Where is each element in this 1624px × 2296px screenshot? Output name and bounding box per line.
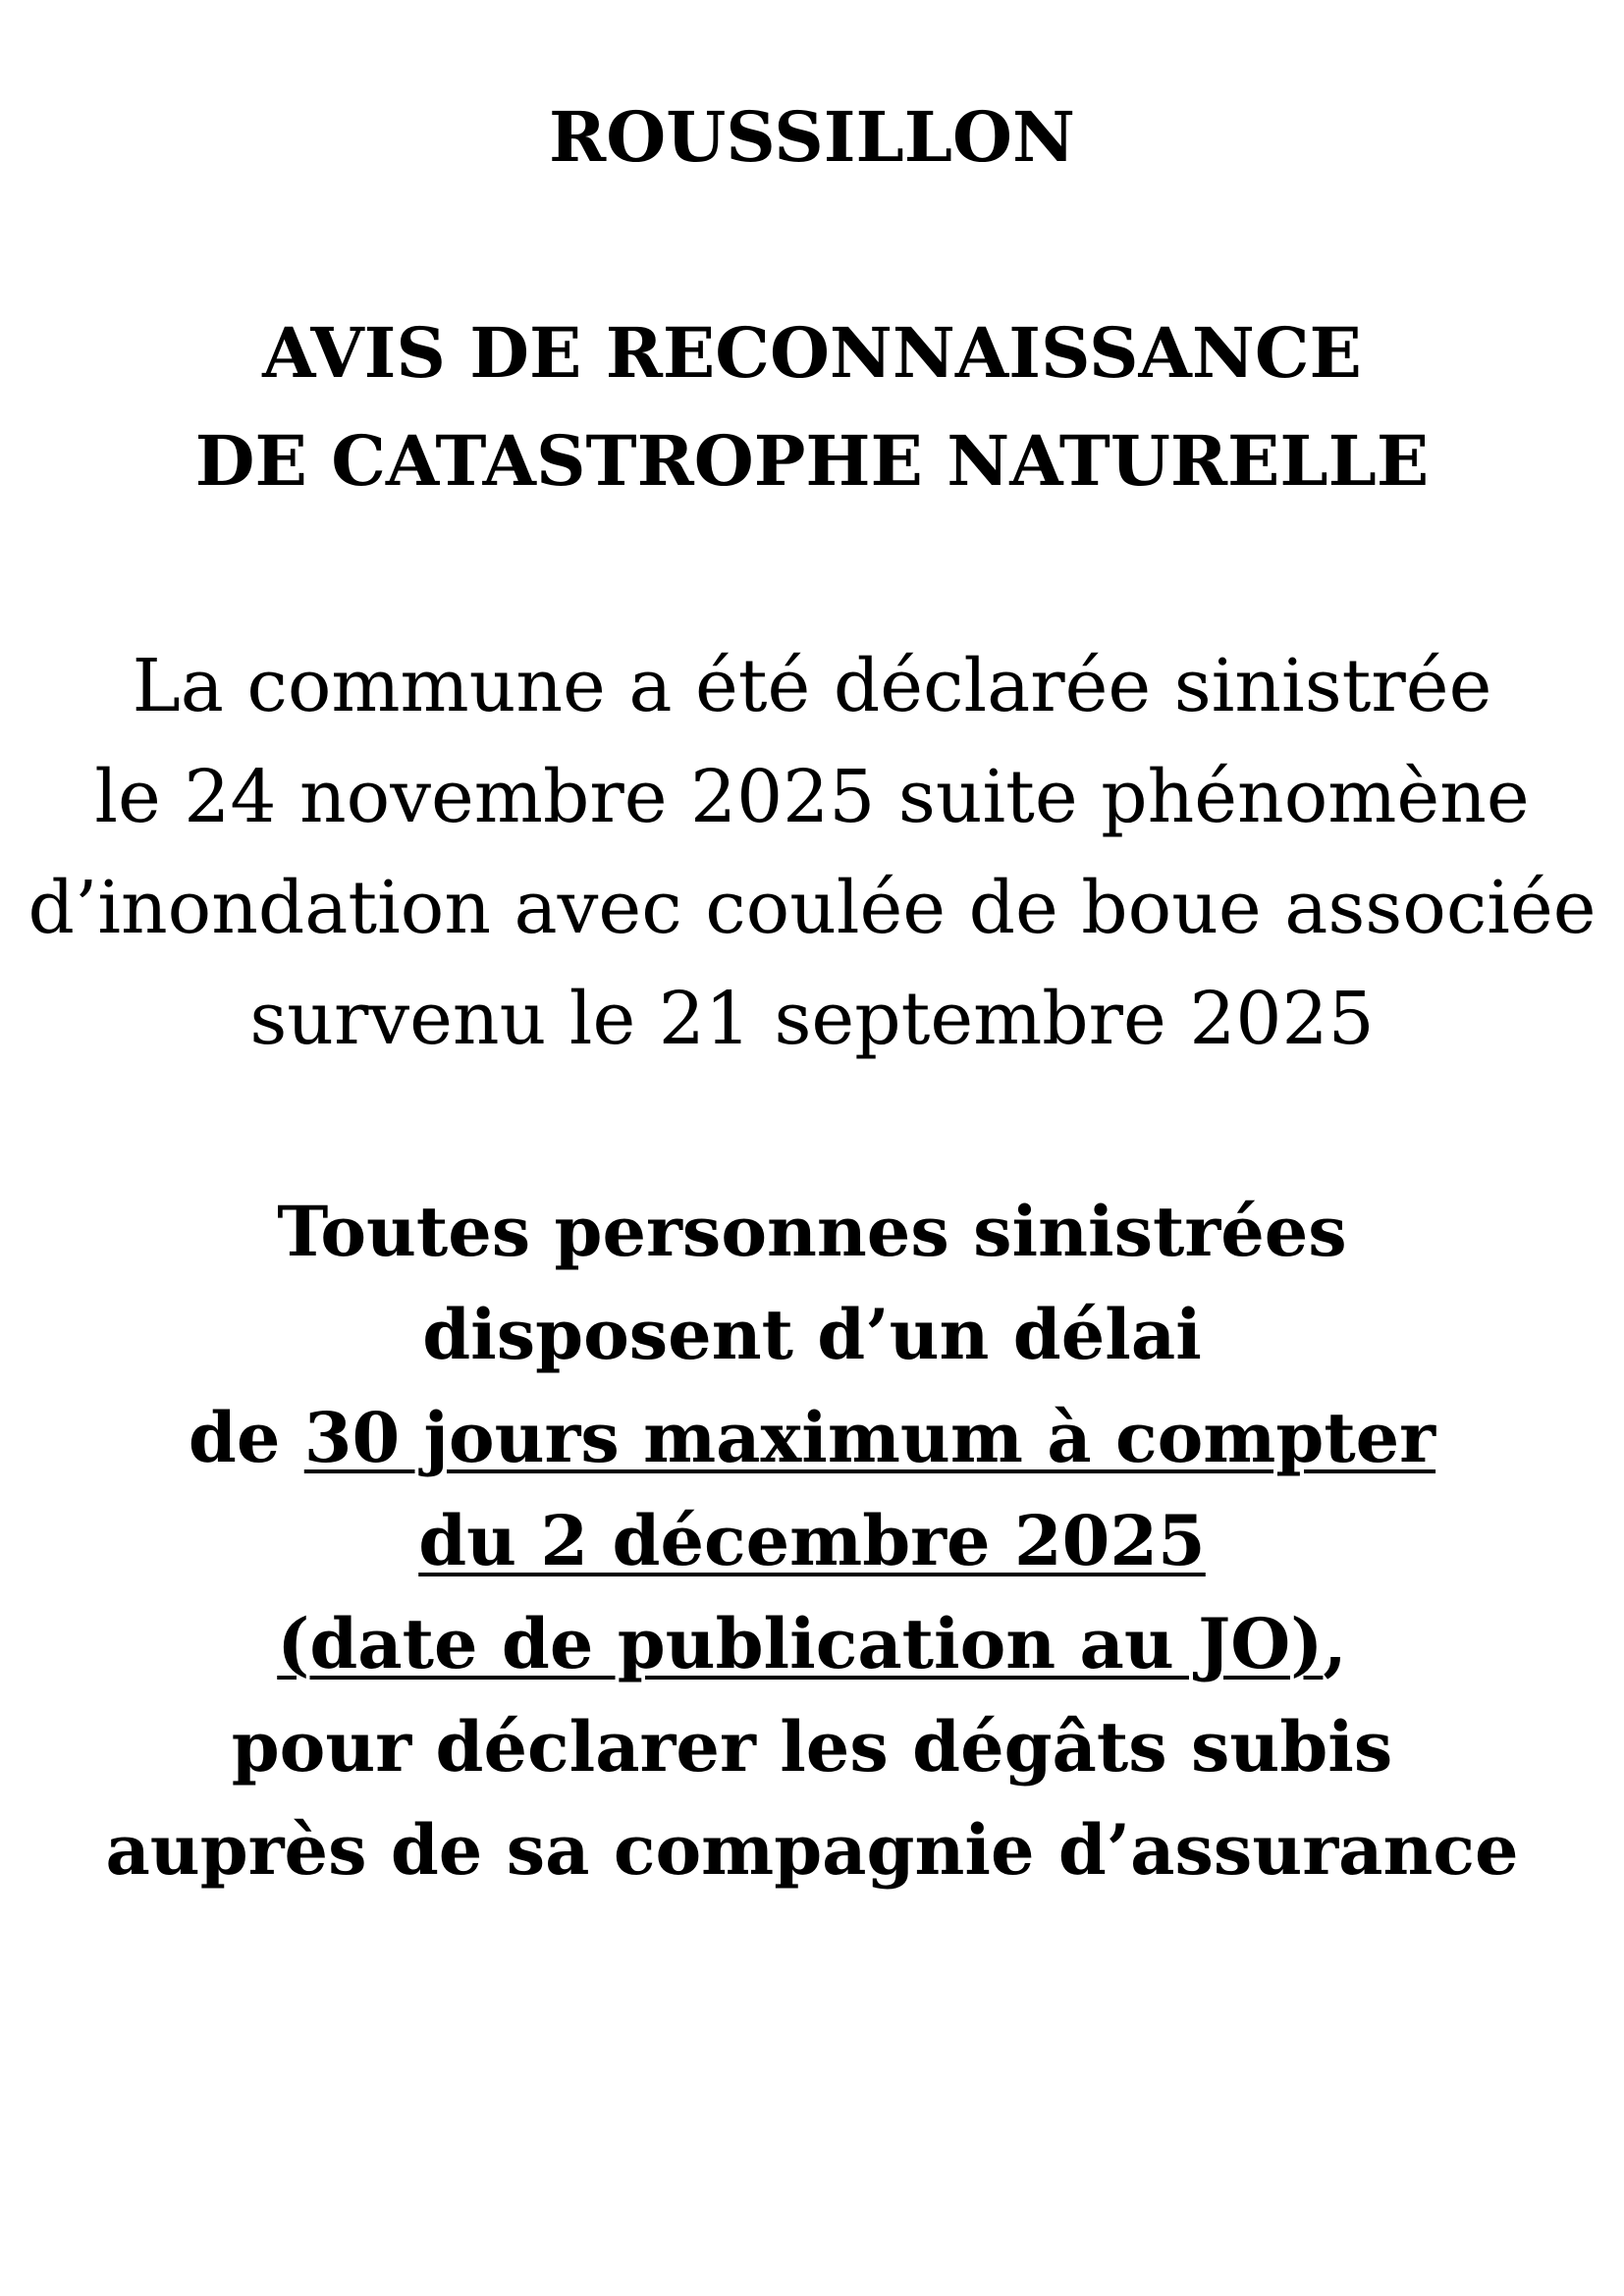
notice-deadline-duration: 30 jours maximum à compter: [303, 1397, 1436, 1478]
notice-start-date: du 2 décembre 2025: [418, 1500, 1206, 1581]
notice-line-1: Toutes personnes sinistrées: [277, 1191, 1347, 1272]
notice-line-4: [0, 1500, 1624, 1581]
notice-line-5: [0, 1603, 1624, 1684]
title-line-2: DE CATASTROPHE NATURELLE: [194, 420, 1430, 502]
body-line-1: La commune a été déclarée sinistrée: [132, 644, 1492, 728]
notice-publication-note: (date de publication au JO): [277, 1603, 1324, 1684]
notice-line-7: auprès de sa compagnie d’assurance: [105, 1809, 1519, 1891]
title-line-1: AVIS DE RECONNAISSANCE: [262, 312, 1362, 394]
notice-line-5-suffix: ,: [1323, 1603, 1347, 1684]
body-line-2: le 24 novembre 2025 suite phénomène: [94, 755, 1530, 839]
body-line-3: d’inondation avec coulée de boue associée: [27, 866, 1597, 950]
town-name: ROUSSILLON: [549, 96, 1075, 178]
body-line-4: survenu le 21 septembre 2025: [249, 977, 1375, 1061]
notice-line-2: disposent d’un délai: [422, 1294, 1202, 1375]
notice-line-3: [0, 1397, 1624, 1478]
notice-line-6: pour déclarer les dégâts subis: [231, 1706, 1393, 1788]
notice-line-3-prefix: de: [188, 1397, 304, 1478]
